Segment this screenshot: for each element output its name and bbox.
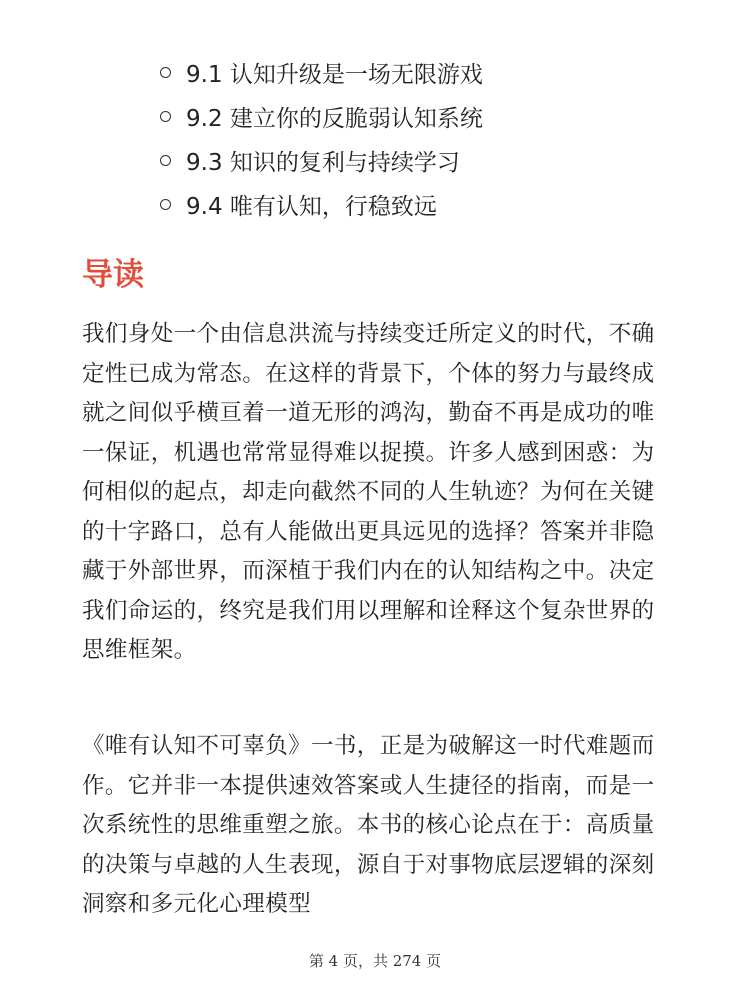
toc-item-label: 9.4 唯有认知，行稳致远 bbox=[186, 193, 437, 220]
body-paragraph: 《唯有认知不可辜负》一书，正是为破解这一时代难题而作。它并非一本提供速效答案或人生捷径的指南，而是一次系统性的思维重塑之旅。本书的核心论点在于：高质量的决策与卓越的人生表现，源自于对事物底层逻辑的深刻洞察和多元化心理模型 bbox=[82, 733, 655, 917]
toc-item-label: 9.1 认知升级是一场无限游戏 bbox=[186, 61, 483, 88]
section-title: 导读 bbox=[82, 257, 144, 293]
page-number-footer: 第 4 页，共 274 页 bbox=[308, 952, 442, 970]
toc-item-label: 9.2 建立你的反脆弱认知系统 bbox=[186, 105, 483, 132]
toc-item bbox=[160, 138, 483, 182]
circle-bullet-icon bbox=[160, 155, 171, 166]
table-of-contents bbox=[160, 50, 483, 226]
toc-item-label: 9.3 知识的复利与持续学习 bbox=[186, 149, 460, 176]
toc-item bbox=[160, 94, 483, 138]
circle-bullet-icon bbox=[160, 67, 171, 78]
body-paragraph: 我们身处一个由信息洪流与持续变迁所定义的时代，不确定性已成为常态。在这样的背景下，个体的努力与最终成就之间似乎横亘着一道无形的鸿沟，勤奋不再是成功的唯一保证，机遇也常常显得难以捉摸。许多人感到困惑：为何相似的起点，却走向截然不同的人生轨迹？为何在关键的十字路口，总有人能做出更具远见的选择？答案并非隐藏于外部世界，而深植于我们内在的认知结构之中。决定我们命运的，终究是我们用以理解和诠释这个复杂世界的思维框架。 bbox=[82, 321, 655, 663]
toc-item bbox=[160, 182, 483, 226]
circle-bullet-icon bbox=[160, 199, 171, 210]
circle-bullet-icon bbox=[160, 111, 171, 122]
toc-item bbox=[160, 50, 483, 94]
